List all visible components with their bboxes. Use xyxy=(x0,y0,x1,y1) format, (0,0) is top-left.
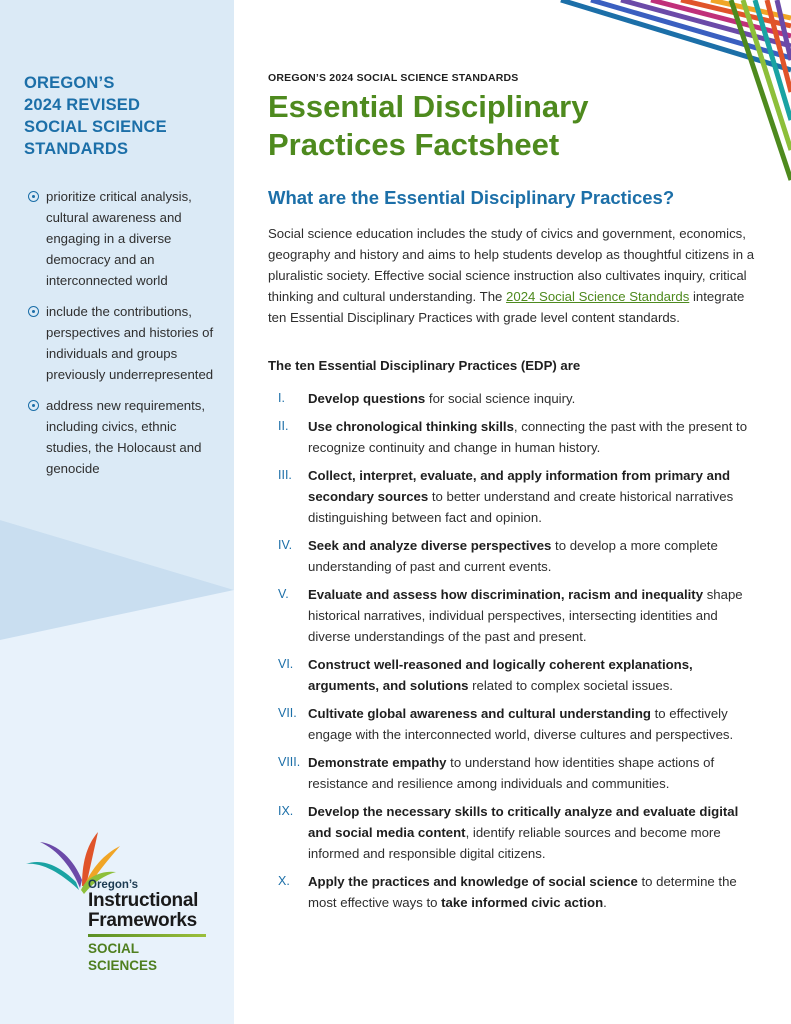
practice-text: to determine the most effective ways to xyxy=(308,874,737,910)
practice-text: , identify reliable sources and become more informed and responsible digital citizens. xyxy=(308,825,721,861)
practice-bold: Collect, interpret, evaluate, and apply information from primary and secondary sources xyxy=(308,468,731,504)
list-item xyxy=(268,584,748,647)
practice-bold: Cultivate global awareness and cultural understanding xyxy=(308,706,651,721)
list-item xyxy=(28,186,218,291)
standards-link[interactable]: 2024 Social Science Standards xyxy=(506,289,690,304)
practice-text: to understand how identities shape actions of resistance and resilience among individuals and communities. xyxy=(308,755,715,791)
intro-text: integrate ten Essential Disciplinary Practices with grade level content standards. xyxy=(268,289,745,325)
practice-bold: Develop questions xyxy=(308,391,426,406)
practice-bold: take informed civic action xyxy=(441,895,604,910)
list-item xyxy=(268,703,748,745)
practice-bold: Evaluate and assess how discrimination, racism and inequality xyxy=(308,587,704,602)
practice-bold: Develop the necessary skills to critically analyze and evaluate digital and social media content xyxy=(308,804,739,840)
logo-title-line: Instructional xyxy=(88,890,199,911)
sidebar-bullet-list xyxy=(28,186,218,489)
practice-bold: Construct well-reasoned and logically coherent explanations, arguments, and solutions xyxy=(308,657,693,693)
logo-small-text: Oregon’s xyxy=(88,879,139,891)
logo-subtitle xyxy=(88,940,157,974)
roman-numeral: II. xyxy=(278,419,289,433)
practice-bold: Apply the practices and knowledge of social science xyxy=(308,874,638,889)
sidebar-title xyxy=(24,72,224,160)
practice-text: related to complex societal issues. xyxy=(468,678,673,693)
practice-bold: Demonstrate empathy xyxy=(308,755,447,770)
logo-divider xyxy=(88,934,206,937)
intro-text: Social science education includes the study of civics and government, economics, geography and history and aims to help students develop as thoughtful citizens in a pluralistic society. Effective social science instruction also cultivates inquiry, critical thinking and cultural understanding. The xyxy=(268,226,755,304)
list-item xyxy=(268,871,748,913)
roman-numeral: VI. xyxy=(278,657,294,671)
list-item-text: address new requirements, including civics, ethnic studies, the Holocaust and genocide xyxy=(46,398,206,476)
list-item xyxy=(268,752,748,794)
sidebar-title-line: STANDARDS xyxy=(24,140,129,158)
list-item xyxy=(268,654,748,696)
practice-text: shape historical narratives, individual perspectives, intersecting identities and diverse understandings of the past and present. xyxy=(308,587,743,644)
roman-numeral: III. xyxy=(278,468,292,482)
practice-text: for social science inquiry. xyxy=(425,391,576,406)
list-item xyxy=(268,535,748,577)
roman-numeral: VII. xyxy=(278,706,297,720)
logo-subtitle-line: SOCIAL xyxy=(88,941,140,956)
list-item xyxy=(268,416,748,458)
circle-bullet-icon xyxy=(28,400,39,411)
roman-numeral: V. xyxy=(278,587,289,601)
list-item xyxy=(268,388,748,409)
sidebar-title-line: 2024 REVISED xyxy=(24,96,141,114)
practice-text: to develop a more complete understanding of past and current events. xyxy=(308,538,718,574)
list-item xyxy=(268,465,748,528)
sidebar xyxy=(0,0,234,1024)
practice-bold: Use chronological thinking skills xyxy=(308,419,514,434)
list-item-text: prioritize critical analysis, cultural awareness and engaging in a diverse democracy and an interconnected world xyxy=(46,189,192,288)
roman-numeral: VIII. xyxy=(278,755,301,769)
logo-subtitle-line: SCIENCES xyxy=(88,958,158,973)
list-item xyxy=(28,301,218,385)
practices-list xyxy=(268,388,768,920)
list-item xyxy=(28,395,218,479)
instructional-frameworks-logo xyxy=(24,828,224,978)
intro-paragraph xyxy=(268,223,763,328)
eyebrow-label: OREGON’S 2024 SOCIAL SCIENCE STANDARDS xyxy=(268,72,519,84)
list-item-text: include the contributions, perspectives and histories of individuals and groups previously underrepresented xyxy=(46,304,214,382)
circle-bullet-icon xyxy=(28,191,39,202)
practice-bold: Seek and analyze diverse perspectives xyxy=(308,538,552,553)
logo-title-line: Frameworks xyxy=(88,910,197,931)
practices-lead: The ten Essential Disciplinary Practices (EDP) are xyxy=(268,358,581,373)
section-heading: What are the Essential Disciplinary Practices? xyxy=(268,187,675,208)
list-item xyxy=(268,801,748,864)
circle-bullet-icon xyxy=(28,306,39,317)
practice-text: to better understand and create historical narratives distinguishing between fact and opinion. xyxy=(308,489,734,525)
roman-numeral: X. xyxy=(278,874,290,888)
practice-text: . xyxy=(603,895,607,910)
practice-text: to effectively engage with the interconnected world, diverse cultures and perspectives. xyxy=(308,706,734,742)
sidebar-title-line: OREGON’S xyxy=(24,74,115,92)
logo-title xyxy=(88,891,198,931)
roman-numeral: I. xyxy=(278,391,285,405)
roman-numeral: IV. xyxy=(278,538,293,552)
roman-numeral: IX. xyxy=(278,804,294,818)
practice-text: , connecting the past with the present to recognize continuity and change in human history. xyxy=(308,419,748,455)
page-title: Essential Disciplinary Practices Factsheet xyxy=(268,89,589,162)
sidebar-title-line: SOCIAL SCIENCE xyxy=(24,118,167,136)
